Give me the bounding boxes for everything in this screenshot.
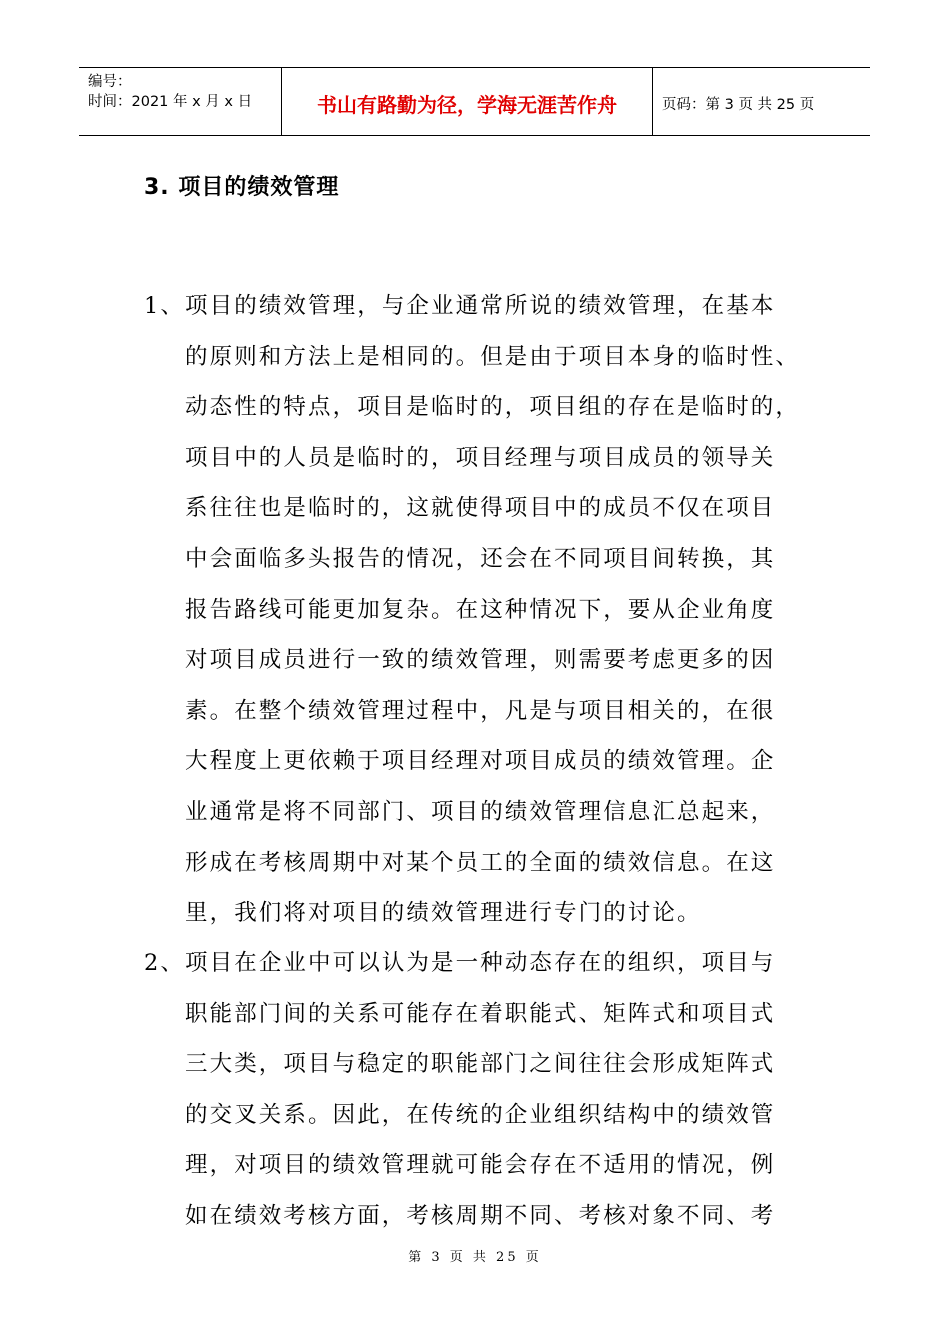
header-meta-cell (79, 68, 282, 135)
paragraph-line: 如在绩效考核方面，考核周期不同、考核对象不同、考 (185, 1202, 776, 1229)
paragraph-line: 三大类，项目与稳定的职能部门之间往往会形成矩阵式 (185, 1051, 776, 1078)
paragraph-line: 对项目成员进行一致的绩效管理，则需要考虑更多的因 (185, 647, 776, 674)
paragraph-line: 中会面临多头报告的情况，还会在不同项目间转换，其 (185, 545, 776, 572)
paragraph-line: 职能部门间的关系可能存在着职能式、矩阵式和项目式 (185, 1000, 776, 1027)
paragraph-2 (144, 938, 824, 1242)
header-motto-cell (282, 68, 653, 135)
paragraph-line: 的原则和方法上是相同的。但是由于项目本身的临时性、 (185, 343, 801, 370)
document-header (79, 67, 870, 136)
paragraph-line: 形成在考核周期中对某个员工的全面的绩效信息。在这 (185, 849, 776, 876)
paragraph-line: 2、项目在企业中可以认为是一种动态存在的组织，项目与 (144, 950, 776, 976)
date-label: 时间：2021 年 x 月 x 日 (88, 94, 253, 110)
paragraph-line: 1、项目的绩效管理，与企业通常所说的绩效管理，在基本 (144, 293, 776, 319)
paragraph-line: 系往往也是临时的，这就使得项目中的成员不仅在项目 (185, 495, 776, 522)
motto-text: 书山有路勤为径，学海无涯苦作舟 (317, 93, 617, 117)
paragraph-line: 里，我们将对项目的绩效管理进行专门的讨论。 (185, 900, 702, 927)
page-info: 页码：第 3 页 共 25 页 (662, 97, 815, 113)
paragraph-line: 的交叉关系。因此，在传统的企业组织结构中的绩效管 (185, 1101, 776, 1128)
page-footer: 第 3 页 共 25 页 (408, 1250, 542, 1265)
header-page-cell (653, 68, 870, 135)
paragraph-line: 业通常是将不同部门、项目的绩效管理信息汇总起来， (185, 798, 776, 825)
paragraph-line: 素。在整个绩效管理过程中，凡是与项目相关的，在很 (185, 697, 776, 724)
paragraph-1 (144, 281, 824, 939)
paragraph-line: 动态性的特点，项目是临时的，项目组的存在是临时的， (185, 394, 801, 421)
paragraph-line: 报告路线可能更加复杂。在这种情况下，要从企业角度 (185, 596, 776, 623)
number-label: 编号： (88, 74, 132, 90)
paragraph-line: 理，对项目的绩效管理就可能会存在不适用的情况，例 (185, 1152, 776, 1179)
paragraph-line: 大程度上更依赖于项目经理对项目成员的绩效管理。企 (185, 748, 776, 775)
paragraph-line: 项目中的人员是临时的，项目经理与项目成员的领导关 (185, 444, 776, 471)
section-title: 3. 项目的绩效管理 (144, 175, 340, 200)
